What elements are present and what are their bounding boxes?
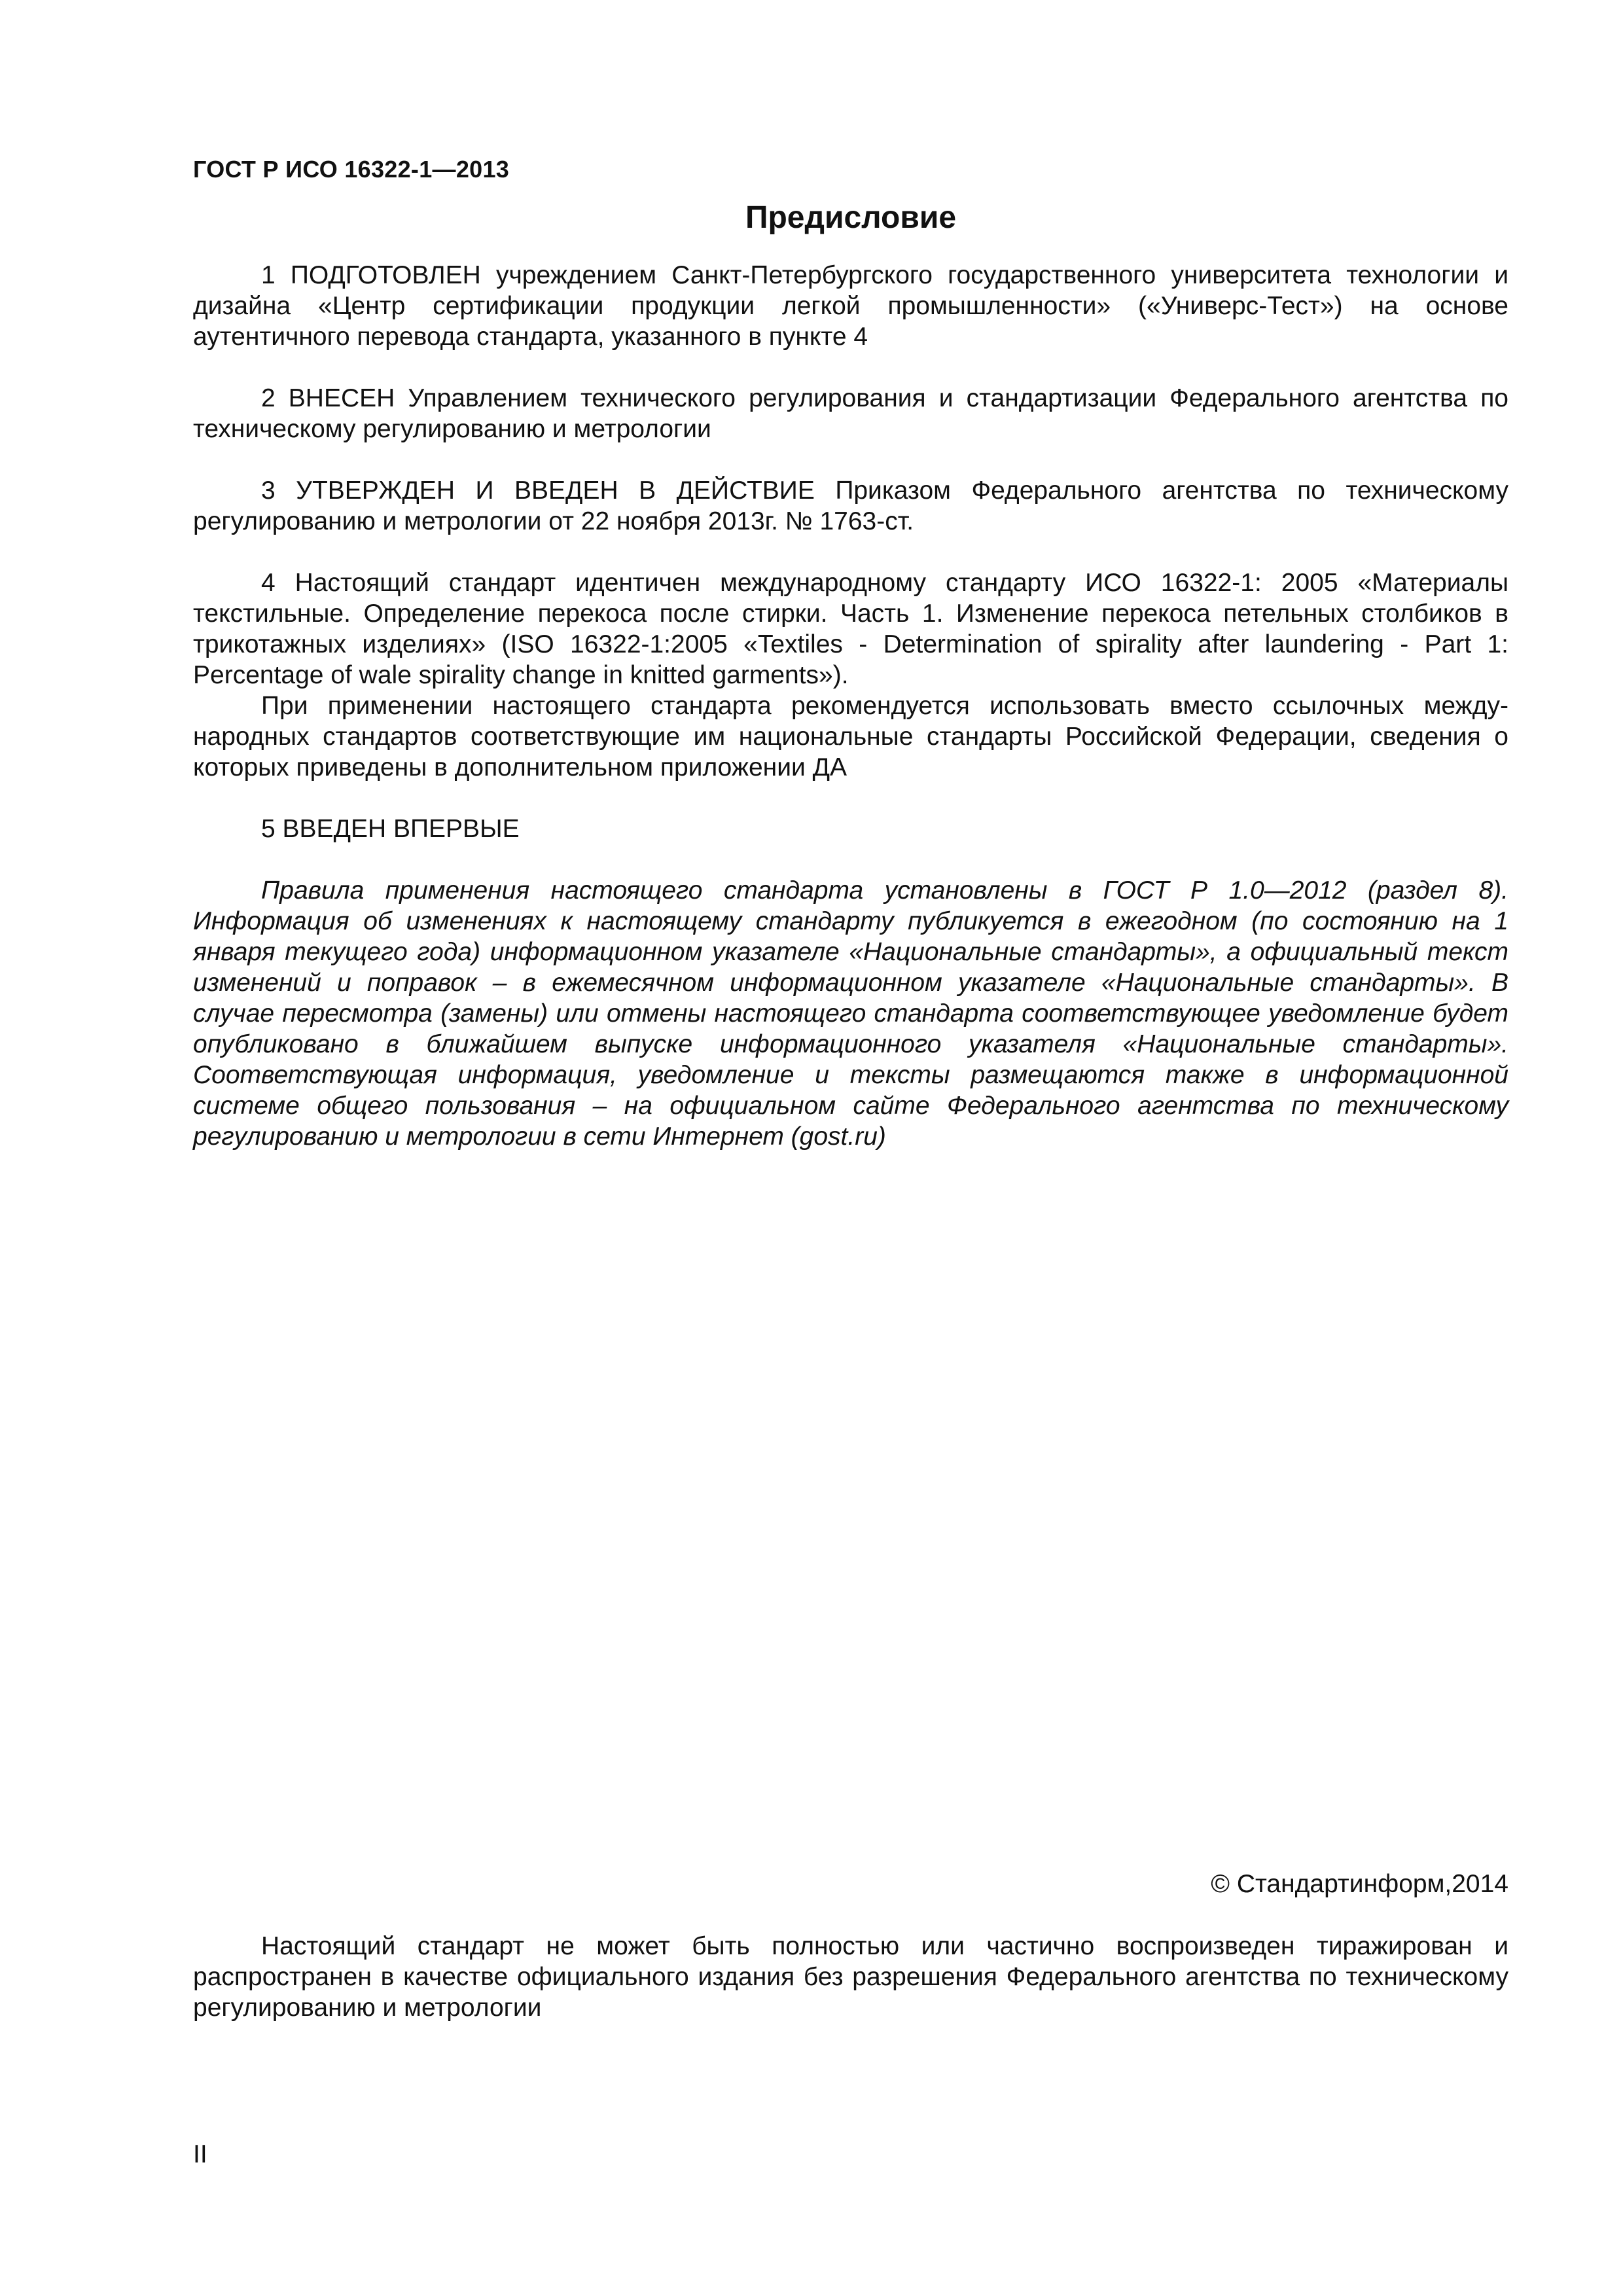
paragraph-approved: 3 УТВЕРЖДЕН И ВВЕДЕН В ДЕЙСТВИЕ Приказом Федерального агентства по техническому регулированию и метрологии от 22 ноября 2013г. № 1763-ст. (193, 476, 1508, 535)
reproduction-notice-text: Настоящий стандарт не может быть полностью или частично воспроизведен тиражирован и распространен в качестве официального издания без разрешения Федерального агентства по техническому регулированию и метрологии (193, 1932, 1508, 2022)
foreword-body (193, 260, 1508, 1152)
reproduction-notice (193, 1931, 1508, 2023)
paragraph-submitted: 2 ВНЕСЕН Управлением технического регулирования и стандартизации Федерального агентства по техническому регулированию и метрологии (193, 384, 1508, 443)
paragraph-first-introduced: 5 ВВЕДЕН ВПЕРВЫЕ (261, 815, 520, 843)
paragraph-application-rules: Правила применения настоящего стандарта установлены в ГОСТ Р 1.0—2012 (раздел 8). Информация об изменениях к настоящему стандарту публикуется в ежегодном (по состоянию на 1 января текущего года) информационном указателе «Национальные стандарты», а официальный текст изменений и поправок – в ежемесячном информационном указателе «Национальные стандарты». В случае пересмотра (замены) или отмены настоящего стандарта соответствующее уведомление будет опубликовано в ближайшем выпуске информационного указателя «Национальные стандарты». Соответствующая информация, уведомление и тексты размещаются также в информационной системе общего пользования – на официальном сайте Федерального агентства по техническому регулированию и метрологии в сети Интернет (gost.ru) (193, 876, 1508, 1151)
page-number: II (193, 2140, 207, 2168)
copyright-notice: © Стандартинформ,2014 (1211, 1870, 1508, 1898)
standard-code: ГОСТ Р ИСО 16322-1—2013 (193, 156, 510, 183)
page-title: Предисловие (745, 200, 957, 235)
paragraph-identical: 4 Настоящий стандарт идентичен международному стандарту ИСО 16322-1: 2005 «Материалы текстильные. Определение перекоса после стирки. Часть 1. Изменение перекоса петельных столбиков в трикотажных изделиях» (ISO 16322-1:2005 «Textiles - Determination of spirality after laundering - Part 1: Percentage of wale spirality change in knitted garments»). (193, 569, 1508, 689)
paragraph-prepared: 1 ПОДГОТОВЛЕН учреждением Санкт-Петербургского государственного университета технологии и дизайна «Центр сертификации продукции легкой промышленности» («Универс-Тест») на основе аутентичного перевода стандарта, указанного в пункте 4 (193, 261, 1508, 351)
paragraph-references: При применении настоящего стандарта рекомендуется использовать вместо ссылочных международных стандартов соответствующие им национальные стандарты Российской Федерации, сведения о которых приведены в дополнительном приложении ДА (193, 692, 1508, 781)
